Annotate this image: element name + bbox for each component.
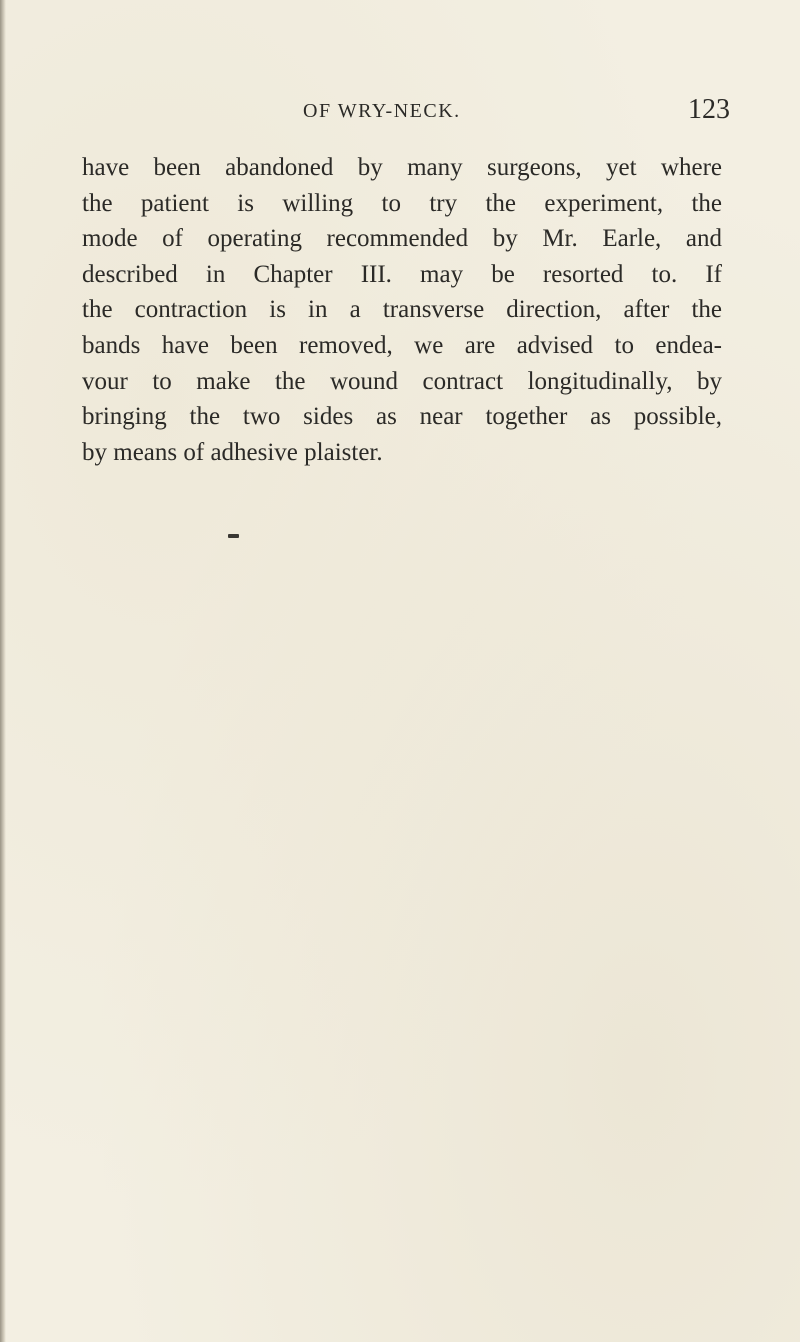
page-gutter-edge [0,0,6,1342]
text-line: by means of adhesive plaister. [82,438,383,466]
text-line: the patient is willing to try the experiment, the [82,189,722,217]
text-line: bringing the two sides as near together as possible, [82,403,722,431]
text-line: described in Chapter III. may be resorted to. If [82,260,722,288]
text-line: have been abandoned by many surgeons, yet where [82,154,722,181]
running-head-title: OF WRY-NECK. [303,100,461,122]
running-head [0,94,800,134]
text-line: the contraction is in a transverse direction, after the [82,296,722,324]
ink-mark [228,534,239,538]
text-line: bands have been removed, we are advised to endea- [82,331,722,359]
text-line: mode of operating recommended by Mr. Earle, and [82,225,722,253]
text-line: vour to make the wound contract longitudinally, by [82,367,722,395]
body-paragraph [82,150,722,470]
page-number: 123 [688,94,730,125]
